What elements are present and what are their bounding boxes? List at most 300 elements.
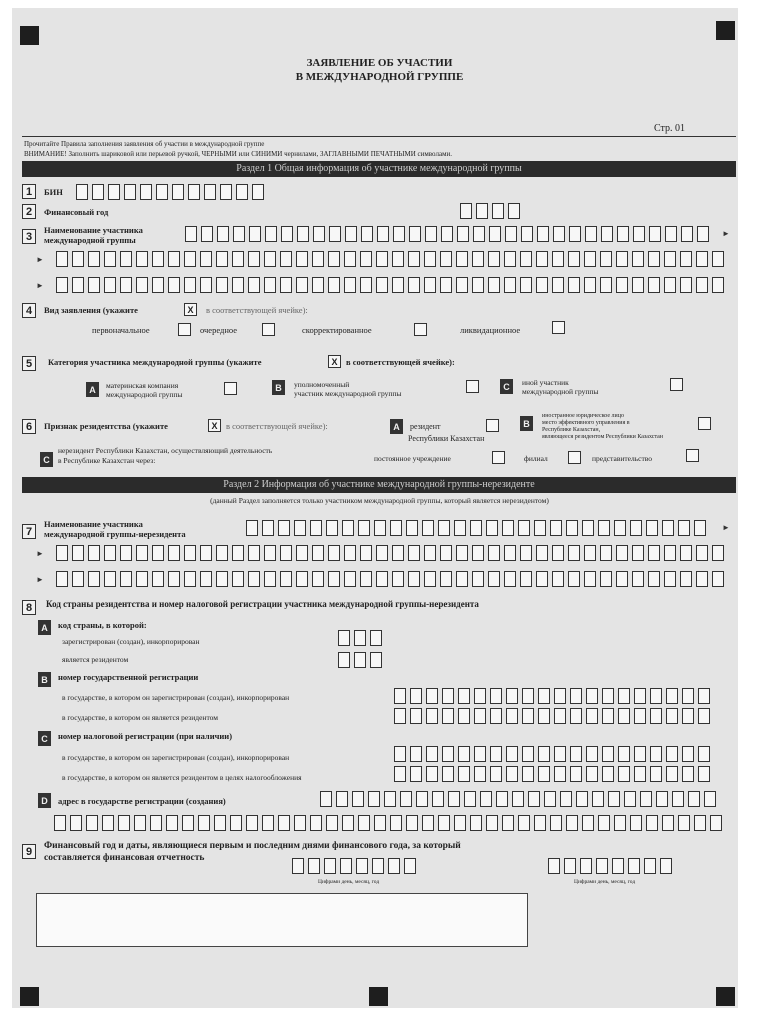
char-cell[interactable] xyxy=(297,226,309,242)
char-cell[interactable] xyxy=(598,520,610,536)
char-cell[interactable] xyxy=(136,277,148,293)
char-cell[interactable] xyxy=(422,815,434,831)
char-cell[interactable] xyxy=(550,520,562,536)
char-cell[interactable] xyxy=(488,251,500,267)
char-cell[interactable] xyxy=(345,226,357,242)
char-cell[interactable] xyxy=(464,791,476,807)
char-cell[interactable] xyxy=(474,708,486,724)
char-cell[interactable] xyxy=(664,545,676,561)
char-cell[interactable] xyxy=(424,545,436,561)
char-cell[interactable] xyxy=(426,708,438,724)
char-cell[interactable] xyxy=(536,251,548,267)
char-cell[interactable] xyxy=(422,520,434,536)
char-cell[interactable] xyxy=(698,688,710,704)
nonresident-name-row3[interactable] xyxy=(56,571,724,587)
char-cell[interactable] xyxy=(390,520,402,536)
char-cell[interactable] xyxy=(648,545,660,561)
char-cell[interactable] xyxy=(697,226,709,242)
char-cell[interactable] xyxy=(338,630,350,646)
country-resident-input[interactable] xyxy=(338,652,382,668)
char-cell[interactable] xyxy=(230,815,242,831)
char-cell[interactable] xyxy=(520,277,532,293)
char-cell[interactable] xyxy=(312,545,324,561)
char-cell[interactable] xyxy=(360,545,372,561)
fiscal-year-input[interactable] xyxy=(460,203,520,219)
char-cell[interactable] xyxy=(504,277,516,293)
char-cell[interactable] xyxy=(368,791,380,807)
char-cell[interactable] xyxy=(248,571,260,587)
char-cell[interactable] xyxy=(634,746,646,762)
char-cell[interactable] xyxy=(56,545,68,561)
char-cell[interactable] xyxy=(134,815,146,831)
char-cell[interactable] xyxy=(408,251,420,267)
char-cell[interactable] xyxy=(630,815,642,831)
char-cell[interactable] xyxy=(490,708,502,724)
char-cell[interactable] xyxy=(320,791,332,807)
nonresident-name-row2[interactable] xyxy=(56,545,724,561)
char-cell[interactable] xyxy=(598,815,610,831)
char-cell[interactable] xyxy=(88,251,100,267)
char-cell[interactable] xyxy=(584,571,596,587)
char-cell[interactable] xyxy=(665,226,677,242)
char-cell[interactable] xyxy=(56,251,68,267)
char-cell[interactable] xyxy=(372,858,384,874)
char-cell[interactable] xyxy=(246,815,258,831)
char-cell[interactable] xyxy=(458,766,470,782)
char-cell[interactable] xyxy=(632,251,644,267)
char-cell[interactable] xyxy=(520,251,532,267)
char-cell[interactable] xyxy=(570,766,582,782)
char-cell[interactable] xyxy=(168,571,180,587)
char-cell[interactable] xyxy=(490,766,502,782)
char-cell[interactable] xyxy=(618,766,630,782)
char-cell[interactable] xyxy=(296,571,308,587)
char-cell[interactable] xyxy=(281,226,293,242)
char-cell[interactable] xyxy=(264,277,276,293)
char-cell[interactable] xyxy=(492,203,504,219)
option-regular-checkbox[interactable] xyxy=(262,323,275,336)
char-cell[interactable] xyxy=(632,571,644,587)
char-cell[interactable] xyxy=(566,815,578,831)
char-cell[interactable] xyxy=(280,571,292,587)
char-cell[interactable] xyxy=(712,277,724,293)
char-cell[interactable] xyxy=(550,815,562,831)
char-cell[interactable] xyxy=(614,520,626,536)
char-cell[interactable] xyxy=(376,277,388,293)
char-cell[interactable] xyxy=(488,545,500,561)
char-cell[interactable] xyxy=(248,545,260,561)
char-cell[interactable] xyxy=(502,815,514,831)
char-cell[interactable] xyxy=(586,766,598,782)
char-cell[interactable] xyxy=(602,688,614,704)
char-cell[interactable] xyxy=(442,766,454,782)
char-cell[interactable] xyxy=(394,766,406,782)
char-cell[interactable] xyxy=(698,746,710,762)
char-cell[interactable] xyxy=(682,708,694,724)
char-cell[interactable] xyxy=(393,226,405,242)
char-cell[interactable] xyxy=(490,746,502,762)
char-cell[interactable] xyxy=(404,858,416,874)
char-cell[interactable] xyxy=(392,277,404,293)
char-cell[interactable] xyxy=(460,203,472,219)
char-cell[interactable] xyxy=(201,226,213,242)
char-cell[interactable] xyxy=(246,520,258,536)
char-cell[interactable] xyxy=(520,571,532,587)
char-cell[interactable] xyxy=(312,571,324,587)
char-cell[interactable] xyxy=(440,545,452,561)
char-cell[interactable] xyxy=(617,226,629,242)
char-cell[interactable] xyxy=(682,688,694,704)
char-cell[interactable] xyxy=(608,791,620,807)
char-cell[interactable] xyxy=(592,791,604,807)
char-cell[interactable] xyxy=(340,858,352,874)
char-cell[interactable] xyxy=(680,277,692,293)
char-cell[interactable] xyxy=(538,688,550,704)
char-cell[interactable] xyxy=(326,815,338,831)
char-cell[interactable] xyxy=(426,746,438,762)
char-cell[interactable] xyxy=(374,815,386,831)
char-cell[interactable] xyxy=(696,545,708,561)
char-cell[interactable] xyxy=(188,184,200,200)
char-cell[interactable] xyxy=(54,815,66,831)
char-cell[interactable] xyxy=(200,277,212,293)
char-cell[interactable] xyxy=(410,766,422,782)
char-cell[interactable] xyxy=(544,791,556,807)
char-cell[interactable] xyxy=(410,688,422,704)
char-cell[interactable] xyxy=(660,858,672,874)
char-cell[interactable] xyxy=(486,520,498,536)
char-cell[interactable] xyxy=(204,184,216,200)
char-cell[interactable] xyxy=(454,520,466,536)
char-cell[interactable] xyxy=(376,545,388,561)
char-cell[interactable] xyxy=(552,277,564,293)
char-cell[interactable] xyxy=(696,571,708,587)
char-cell[interactable] xyxy=(354,630,366,646)
char-cell[interactable] xyxy=(518,520,530,536)
char-cell[interactable] xyxy=(136,545,148,561)
char-cell[interactable] xyxy=(682,766,694,782)
char-cell[interactable] xyxy=(632,277,644,293)
char-cell[interactable] xyxy=(313,226,325,242)
char-cell[interactable] xyxy=(554,688,566,704)
char-cell[interactable] xyxy=(696,251,708,267)
char-cell[interactable] xyxy=(648,277,660,293)
char-cell[interactable] xyxy=(233,226,245,242)
participant-name-row3[interactable] xyxy=(56,277,724,293)
char-cell[interactable] xyxy=(280,545,292,561)
char-cell[interactable] xyxy=(360,251,372,267)
char-cell[interactable] xyxy=(104,571,116,587)
financial-year-start-date[interactable] xyxy=(292,858,416,874)
char-cell[interactable] xyxy=(390,815,402,831)
char-cell[interactable] xyxy=(586,688,598,704)
char-cell[interactable] xyxy=(656,791,668,807)
char-cell[interactable] xyxy=(360,277,372,293)
char-cell[interactable] xyxy=(537,226,549,242)
char-cell[interactable] xyxy=(374,520,386,536)
char-cell[interactable] xyxy=(470,815,482,831)
char-cell[interactable] xyxy=(474,688,486,704)
char-cell[interactable] xyxy=(508,203,520,219)
char-cell[interactable] xyxy=(410,746,422,762)
char-cell[interactable] xyxy=(612,858,624,874)
char-cell[interactable] xyxy=(168,251,180,267)
char-cell[interactable] xyxy=(328,277,340,293)
char-cell[interactable] xyxy=(232,251,244,267)
nonresident-name-row1[interactable] xyxy=(246,520,706,536)
char-cell[interactable] xyxy=(406,815,418,831)
char-cell[interactable] xyxy=(704,791,716,807)
char-cell[interactable] xyxy=(329,226,341,242)
char-cell[interactable] xyxy=(538,708,550,724)
char-cell[interactable] xyxy=(632,545,644,561)
char-cell[interactable] xyxy=(480,791,492,807)
char-cell[interactable] xyxy=(92,184,104,200)
char-cell[interactable] xyxy=(232,545,244,561)
char-cell[interactable] xyxy=(200,545,212,561)
char-cell[interactable] xyxy=(440,251,452,267)
char-cell[interactable] xyxy=(521,226,533,242)
char-cell[interactable] xyxy=(278,815,290,831)
char-cell[interactable] xyxy=(438,815,450,831)
char-cell[interactable] xyxy=(184,277,196,293)
char-cell[interactable] xyxy=(308,858,320,874)
char-cell[interactable] xyxy=(426,688,438,704)
country-registered-input[interactable] xyxy=(338,630,382,646)
char-cell[interactable] xyxy=(552,545,564,561)
char-cell[interactable] xyxy=(688,791,700,807)
char-cell[interactable] xyxy=(576,791,588,807)
char-cell[interactable] xyxy=(566,520,578,536)
char-cell[interactable] xyxy=(262,815,274,831)
char-cell[interactable] xyxy=(580,858,592,874)
char-cell[interactable] xyxy=(586,708,598,724)
char-cell[interactable] xyxy=(392,545,404,561)
bin-input[interactable] xyxy=(76,184,264,200)
char-cell[interactable] xyxy=(424,277,436,293)
char-cell[interactable] xyxy=(72,545,84,561)
char-cell[interactable] xyxy=(456,277,468,293)
char-cell[interactable] xyxy=(648,571,660,587)
char-cell[interactable] xyxy=(624,791,636,807)
char-cell[interactable] xyxy=(504,571,516,587)
char-cell[interactable] xyxy=(124,184,136,200)
char-cell[interactable] xyxy=(489,226,501,242)
char-cell[interactable] xyxy=(488,277,500,293)
char-cell[interactable] xyxy=(646,520,658,536)
char-cell[interactable] xyxy=(602,708,614,724)
char-cell[interactable] xyxy=(249,226,261,242)
char-cell[interactable] xyxy=(568,277,580,293)
char-cell[interactable] xyxy=(496,791,508,807)
char-cell[interactable] xyxy=(528,791,540,807)
char-cell[interactable] xyxy=(680,571,692,587)
char-cell[interactable] xyxy=(342,815,354,831)
char-cell[interactable] xyxy=(152,545,164,561)
char-cell[interactable] xyxy=(408,571,420,587)
char-cell[interactable] xyxy=(88,277,100,293)
char-cell[interactable] xyxy=(72,571,84,587)
char-cell[interactable] xyxy=(409,226,421,242)
option-initial-checkbox[interactable] xyxy=(178,323,191,336)
char-cell[interactable] xyxy=(634,688,646,704)
char-cell[interactable] xyxy=(328,571,340,587)
char-cell[interactable] xyxy=(438,520,450,536)
char-cell[interactable] xyxy=(182,815,194,831)
char-cell[interactable] xyxy=(678,520,690,536)
char-cell[interactable] xyxy=(200,571,212,587)
char-cell[interactable] xyxy=(220,184,232,200)
char-cell[interactable] xyxy=(457,226,469,242)
char-cell[interactable] xyxy=(570,688,582,704)
char-cell[interactable] xyxy=(712,545,724,561)
char-cell[interactable] xyxy=(534,815,546,831)
char-cell[interactable] xyxy=(216,571,228,587)
char-cell[interactable] xyxy=(118,815,130,831)
char-cell[interactable] xyxy=(361,226,373,242)
char-cell[interactable] xyxy=(120,571,132,587)
char-cell[interactable] xyxy=(458,708,470,724)
char-cell[interactable] xyxy=(394,708,406,724)
char-cell[interactable] xyxy=(568,545,580,561)
authorized-participant-checkbox[interactable] xyxy=(466,380,479,393)
char-cell[interactable] xyxy=(440,277,452,293)
char-cell[interactable] xyxy=(424,251,436,267)
char-cell[interactable] xyxy=(570,746,582,762)
char-cell[interactable] xyxy=(664,571,676,587)
participant-name-row2[interactable] xyxy=(56,251,724,267)
char-cell[interactable] xyxy=(442,746,454,762)
char-cell[interactable] xyxy=(586,746,598,762)
char-cell[interactable] xyxy=(384,791,396,807)
char-cell[interactable] xyxy=(488,571,500,587)
char-cell[interactable] xyxy=(294,815,306,831)
char-cell[interactable] xyxy=(646,815,658,831)
char-cell[interactable] xyxy=(216,277,228,293)
char-cell[interactable] xyxy=(664,251,676,267)
char-cell[interactable] xyxy=(680,251,692,267)
char-cell[interactable] xyxy=(86,815,98,831)
char-cell[interactable] xyxy=(248,251,260,267)
char-cell[interactable] xyxy=(506,708,518,724)
char-cell[interactable] xyxy=(56,277,68,293)
char-cell[interactable] xyxy=(328,251,340,267)
char-cell[interactable] xyxy=(262,520,274,536)
parent-company-checkbox[interactable] xyxy=(224,382,237,395)
char-cell[interactable] xyxy=(472,277,484,293)
char-cell[interactable] xyxy=(694,520,706,536)
char-cell[interactable] xyxy=(425,226,437,242)
char-cell[interactable] xyxy=(502,520,514,536)
char-cell[interactable] xyxy=(616,251,628,267)
char-cell[interactable] xyxy=(554,746,566,762)
char-cell[interactable] xyxy=(426,766,438,782)
char-cell[interactable] xyxy=(217,226,229,242)
char-cell[interactable] xyxy=(216,545,228,561)
char-cell[interactable] xyxy=(264,545,276,561)
char-cell[interactable] xyxy=(344,251,356,267)
char-cell[interactable] xyxy=(666,766,678,782)
char-cell[interactable] xyxy=(168,545,180,561)
char-cell[interactable] xyxy=(448,791,460,807)
char-cell[interactable] xyxy=(518,815,530,831)
char-cell[interactable] xyxy=(634,766,646,782)
char-cell[interactable] xyxy=(596,858,608,874)
char-cell[interactable] xyxy=(454,815,466,831)
char-cell[interactable] xyxy=(506,746,518,762)
char-cell[interactable] xyxy=(633,226,645,242)
char-cell[interactable] xyxy=(442,688,454,704)
char-cell[interactable] xyxy=(616,277,628,293)
char-cell[interactable] xyxy=(522,766,534,782)
char-cell[interactable] xyxy=(442,708,454,724)
permanent-establishment-checkbox[interactable] xyxy=(492,451,505,464)
char-cell[interactable] xyxy=(296,277,308,293)
char-cell[interactable] xyxy=(408,277,420,293)
char-cell[interactable] xyxy=(104,251,116,267)
char-cell[interactable] xyxy=(108,184,120,200)
char-cell[interactable] xyxy=(400,791,412,807)
char-cell[interactable] xyxy=(628,858,640,874)
char-cell[interactable] xyxy=(680,545,692,561)
char-cell[interactable] xyxy=(264,571,276,587)
char-cell[interactable] xyxy=(336,791,348,807)
char-cell[interactable] xyxy=(618,708,630,724)
char-cell[interactable] xyxy=(600,277,612,293)
char-cell[interactable] xyxy=(354,652,366,668)
char-cell[interactable] xyxy=(650,688,662,704)
char-cell[interactable] xyxy=(569,226,581,242)
tax-reg-registered-input[interactable] xyxy=(394,746,710,762)
char-cell[interactable] xyxy=(388,858,400,874)
branch-checkbox[interactable] xyxy=(568,451,581,464)
char-cell[interactable] xyxy=(172,184,184,200)
char-cell[interactable] xyxy=(536,571,548,587)
char-cell[interactable] xyxy=(570,708,582,724)
char-cell[interactable] xyxy=(582,520,594,536)
resident-checkbox[interactable] xyxy=(486,419,499,432)
char-cell[interactable] xyxy=(252,184,264,200)
char-cell[interactable] xyxy=(456,571,468,587)
char-cell[interactable] xyxy=(504,251,516,267)
char-cell[interactable] xyxy=(650,766,662,782)
char-cell[interactable] xyxy=(472,571,484,587)
char-cell[interactable] xyxy=(644,858,656,874)
participant-name-row1[interactable] xyxy=(185,226,709,242)
char-cell[interactable] xyxy=(640,791,652,807)
char-cell[interactable] xyxy=(506,766,518,782)
char-cell[interactable] xyxy=(70,815,82,831)
char-cell[interactable] xyxy=(292,858,304,874)
char-cell[interactable] xyxy=(600,251,612,267)
char-cell[interactable] xyxy=(198,815,210,831)
char-cell[interactable] xyxy=(553,226,565,242)
char-cell[interactable] xyxy=(376,571,388,587)
char-cell[interactable] xyxy=(88,571,100,587)
char-cell[interactable] xyxy=(584,277,596,293)
char-cell[interactable] xyxy=(406,520,418,536)
char-cell[interactable] xyxy=(280,277,292,293)
char-cell[interactable] xyxy=(568,251,580,267)
char-cell[interactable] xyxy=(456,545,468,561)
char-cell[interactable] xyxy=(104,545,116,561)
char-cell[interactable] xyxy=(72,251,84,267)
notes-box[interactable] xyxy=(36,893,528,947)
char-cell[interactable] xyxy=(698,766,710,782)
char-cell[interactable] xyxy=(584,251,596,267)
char-cell[interactable] xyxy=(600,571,612,587)
char-cell[interactable] xyxy=(376,251,388,267)
